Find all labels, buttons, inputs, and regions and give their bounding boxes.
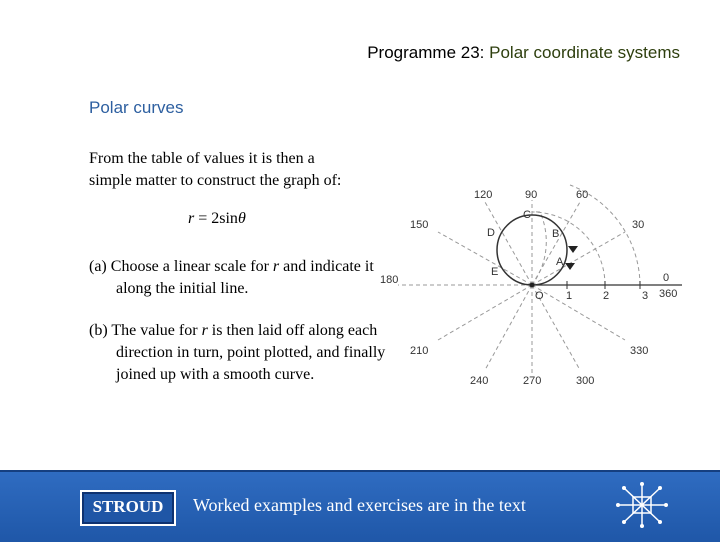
point-C: C <box>523 209 531 221</box>
equation-rhs: = 2sin <box>194 210 238 227</box>
ray-150 <box>438 232 532 285</box>
label-240: 240 <box>470 375 489 387</box>
step-a-var: r <box>272 258 280 275</box>
step-a <box>89 256 394 300</box>
step-b-label: (b) <box>89 322 108 339</box>
label-0: 0 <box>663 272 670 284</box>
point-D: D <box>487 227 495 239</box>
ray-330 <box>532 285 625 340</box>
page-header <box>367 43 680 63</box>
label-150: 150 <box>410 219 429 231</box>
polar-diagram <box>370 180 690 390</box>
scale-tick-3: 3 <box>642 290 649 302</box>
label-90: 90 <box>525 189 538 201</box>
programme-subject: Polar coordinate systems <box>489 43 680 62</box>
label-360: 360 <box>659 288 678 300</box>
step-b-var: r <box>201 322 208 339</box>
ray-30 <box>532 232 625 285</box>
direction-arrow-1 <box>568 246 578 253</box>
step-a-text-2: and indicate it along the initial line. <box>116 258 374 297</box>
point-B: B <box>552 228 560 240</box>
step-b-text-2: is then laid off along each direction in turn, point plotted, and finally joined up with a smooth curve. <box>116 322 386 383</box>
navigation-emblem-icon <box>614 480 670 530</box>
label-300: 300 <box>576 375 595 387</box>
equation <box>188 210 246 228</box>
point-O: O <box>535 290 544 302</box>
intro-paragraph: From the table of values it is then a simple matter to construct the graph of: <box>89 150 342 189</box>
ray-210 <box>438 285 532 340</box>
label-60: 60 <box>576 189 589 201</box>
scale-tick-2: 2 <box>603 290 610 302</box>
point-E: E <box>491 266 499 278</box>
programme-label: Programme 23: <box>367 43 485 62</box>
radial-lines <box>398 185 640 375</box>
direction-arrow-2 <box>565 263 575 270</box>
stroud-logo: STROUD <box>80 490 176 526</box>
section-title: Polar curves <box>89 98 184 117</box>
step-b-text-1: The value for <box>111 322 202 339</box>
label-30: 30 <box>632 219 645 231</box>
arc-scale-2 <box>532 212 605 285</box>
label-210: 210 <box>410 345 429 357</box>
label-120: 120 <box>474 189 493 201</box>
step-b <box>89 320 394 386</box>
equation-r: r <box>188 210 195 227</box>
label-330: 330 <box>630 345 649 357</box>
scale-tick-1: 1 <box>566 290 573 302</box>
footer-note: Worked examples and exercises are in the text <box>193 495 526 515</box>
step-a-label: (a) <box>89 258 107 275</box>
arc-guide <box>532 212 546 285</box>
step-a-text-1: Choose a linear scale for <box>110 258 273 275</box>
label-270: 270 <box>523 375 542 387</box>
ray-240 <box>485 285 532 370</box>
point-A: A <box>556 256 564 268</box>
equation-theta: θ <box>237 210 246 227</box>
label-180: 180 <box>380 274 399 286</box>
origin-point <box>530 283 535 288</box>
